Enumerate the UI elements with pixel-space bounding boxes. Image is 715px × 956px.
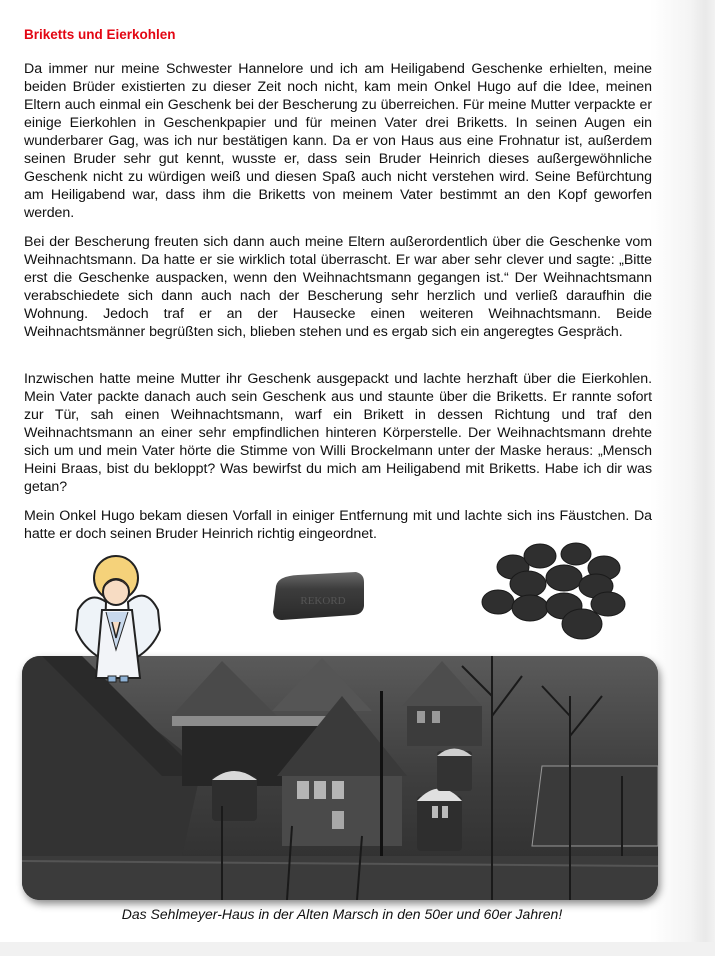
article-title: Briketts und Eierkohlen: [24, 27, 176, 42]
house-photo-illustration: [22, 656, 658, 900]
sehlmeyer-house-photo: [22, 656, 658, 900]
paragraph-1: Da immer nur meine Schwester Hannelore und ich am Heiligabend Geschenke erhielten, meine beiden Brüder existierten zu dieser Zeit noch nicht, kam mein Onkel Hugo auf die Idee, meinen Eltern auch einmal ein Geschenk bei der Bescherung zu überreichen. Für meine Mutter verpackte er einige Eierkohlen in Geschenkpapier und für meinen Vater drei Briketts. In seinen Augen ein wunderbarer Gag, was ich nur bestätigen kann. Da er von Haus aus eine Frohnatur ist, außerdem seinen Bruder sehr gut kennt, wusste er, dass sein Bruder Heinrich dieses außergewöhnliche Geschenk nicht zu würdigen weiß und diesen Spaß auch nicht verstehen wird. Seine Befürchtung am Heiligabend war, dass ihm die Briketts von meinem Vater bestimmt an den Kopf geworfen werden.: [24, 61, 652, 221]
paragraph-4: Mein Onkel Hugo bekam diesen Vorfall in einiger Entfernung mit und lachte sich ins Fäustchen. Da hatte er doch seinen Bruder Heinrich richtig eingeordnet.: [24, 508, 652, 542]
brikett-image: [268, 568, 368, 624]
photo-caption: Das Sehlmeyer-Haus in der Alten Marsch in den 50er und 60er Jahren!: [121, 906, 563, 922]
brikett-stamp: REKORD: [300, 595, 346, 607]
paragraph-2: Bei der Bescherung freuten sich dann auch meine Eltern außerordentlich über die Geschenke vom Weihnachtsmann. Da hatte er sie wirklich total überrascht. Er war aber sehr clever und sagte: „Bitte erst die Geschenke auspacken, wenn den Weihnachtsmann gegangen ist.“ Der Weihnachtsmann verabschiedete sich dann auch nach der Bescherung sehr herzlich und verließ daraufhin die Wohnung. Jedoch traf er an der Hausecke einen weiteren Weihnachtsmann. Beide Weihnachtsmänner begrüßten sich, blieben stehen und es ergab sich ein angeregtes Gespräch.: [24, 234, 652, 340]
angel-clipart: [70, 550, 166, 690]
paragraph-3: Inzwischen hatte meine Mutter ihr Geschenk ausgepackt und lachte herzhaft über die Eierkohlen. Mein Vater packte danach auch sein Geschenk aus und staunte über die Briketts. Er rannte sofort zur Tür, sah einen Weihnachtsmann, warf ein Brikett in dessen Richtung und traf den Weihnachtsmann an einer sehr empfindlichen hinteren Körperstelle. Der Weihnachtsmann drehte sich um und mein Vater hörte die Stimme von Willi Brockelmann unter der Maske heraus: „Mensch Heini Braas, bist du bekloppt? Was bewirfst du mich am Heiligabend mit Briketts. Habe ich dir was getan?: [24, 371, 652, 495]
page-footer-strip: [0, 942, 715, 956]
eierkohlen-image: [478, 542, 640, 644]
